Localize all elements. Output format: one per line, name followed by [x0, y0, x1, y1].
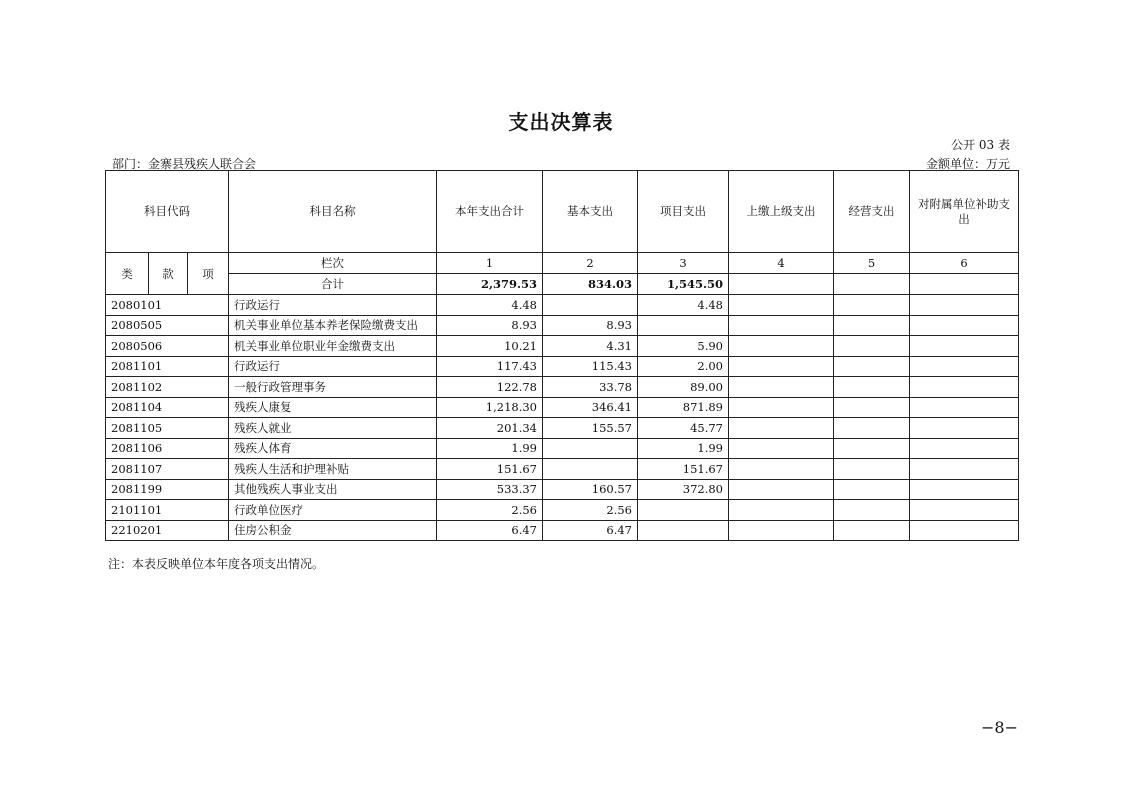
row-upper [729, 356, 834, 377]
header-code: 科目代码 [106, 171, 229, 253]
page-number: −8− [981, 718, 1018, 737]
table-row [106, 459, 1019, 480]
row-total: 10.21 [437, 336, 543, 357]
row-subsidy [910, 336, 1019, 357]
row-name: 残疾人就业 [229, 418, 437, 439]
row-name: 住房公积金 [229, 520, 437, 541]
row-subsidy [910, 500, 1019, 521]
table-row [106, 336, 1019, 357]
row-subsidy [910, 315, 1019, 336]
document-title: 支出决算表 [508, 110, 614, 134]
table-row [106, 315, 1019, 336]
row-basic: 2.56 [543, 500, 638, 521]
row-upper [729, 500, 834, 521]
row-upper [729, 315, 834, 336]
row-operating [834, 520, 910, 541]
form-number: 公开 03 表 [951, 138, 1010, 152]
row-code: 2081105 [106, 418, 229, 439]
row-subsidy [910, 520, 1019, 541]
row-subsidy [910, 295, 1019, 316]
row-total: 2.56 [437, 500, 543, 521]
row-upper [729, 418, 834, 439]
row-code: 2081104 [106, 397, 229, 418]
row-basic [543, 438, 638, 459]
table-row [106, 397, 1019, 418]
row-upper [729, 377, 834, 398]
table-note: 注：本表反映单位本年度各项支出情况。 [108, 557, 325, 571]
total-label: 合计 [229, 274, 437, 295]
row-upper [729, 295, 834, 316]
row-project: 2.00 [638, 356, 729, 377]
total-basic: 834.03 [543, 274, 638, 295]
row-total: 117.43 [437, 356, 543, 377]
row-name: 行政单位医疗 [229, 500, 437, 521]
row-operating [834, 336, 910, 357]
row-total: 151.67 [437, 459, 543, 480]
row-basic: 346.41 [543, 397, 638, 418]
table-row [106, 356, 1019, 377]
row-subsidy [910, 418, 1019, 439]
column-index-1: 1 [437, 253, 543, 274]
row-subsidy [910, 356, 1019, 377]
row-code: 2081101 [106, 356, 229, 377]
subheader-xiang: 项 [188, 253, 229, 295]
row-upper [729, 459, 834, 480]
row-operating [834, 315, 910, 336]
row-code: 2101101 [106, 500, 229, 521]
subheader-kuan: 款 [149, 253, 188, 295]
column-index-5: 5 [834, 253, 910, 274]
row-operating [834, 438, 910, 459]
row-name: 残疾人康复 [229, 397, 437, 418]
row-basic: 115.43 [543, 356, 638, 377]
row-code: 2080101 [106, 295, 229, 316]
subheader-lei: 类 [106, 253, 149, 295]
row-project: 89.00 [638, 377, 729, 398]
table-row [106, 377, 1019, 398]
total-upper [729, 274, 834, 295]
row-project: 5.90 [638, 336, 729, 357]
row-project: 871.89 [638, 397, 729, 418]
header-total: 本年支出合计 [437, 171, 543, 253]
row-upper [729, 438, 834, 459]
total-operating [834, 274, 910, 295]
table-header-row [106, 171, 1019, 253]
row-upper [729, 397, 834, 418]
row-basic: 8.93 [543, 315, 638, 336]
row-project: 45.77 [638, 418, 729, 439]
row-basic: 4.31 [543, 336, 638, 357]
row-basic [543, 459, 638, 480]
total-amount: 2,379.53 [437, 274, 543, 295]
row-name: 残疾人生活和护理补贴 [229, 459, 437, 480]
row-basic [543, 295, 638, 316]
department-label: 部门：金寨县残疾人联合会 [112, 157, 257, 171]
table-row [106, 438, 1019, 459]
row-operating [834, 356, 910, 377]
table-row [106, 500, 1019, 521]
row-project [638, 520, 729, 541]
row-project [638, 315, 729, 336]
total-project: 1,545.50 [638, 274, 729, 295]
row-total: 122.78 [437, 377, 543, 398]
table-row [106, 295, 1019, 316]
row-code: 2210201 [106, 520, 229, 541]
row-code: 2081199 [106, 479, 229, 500]
row-project: 151.67 [638, 459, 729, 480]
row-operating [834, 479, 910, 500]
column-index-4: 4 [729, 253, 834, 274]
row-name: 一般行政管理事务 [229, 377, 437, 398]
row-total: 8.93 [437, 315, 543, 336]
row-subsidy [910, 397, 1019, 418]
row-subsidy [910, 459, 1019, 480]
row-operating [834, 500, 910, 521]
row-name: 残疾人体育 [229, 438, 437, 459]
row-basic: 155.57 [543, 418, 638, 439]
column-index-label: 栏次 [229, 253, 437, 274]
table-row [106, 520, 1019, 541]
row-basic: 6.47 [543, 520, 638, 541]
row-total: 4.48 [437, 295, 543, 316]
total-subsidy [910, 274, 1019, 295]
row-code: 2080506 [106, 336, 229, 357]
row-name: 行政运行 [229, 295, 437, 316]
header-upper: 上缴上级支出 [729, 171, 834, 253]
row-name: 其他残疾人事业支出 [229, 479, 437, 500]
row-code: 2081107 [106, 459, 229, 480]
row-operating [834, 418, 910, 439]
row-total: 1.99 [437, 438, 543, 459]
row-operating [834, 377, 910, 398]
row-subsidy [910, 377, 1019, 398]
row-name: 机关事业单位基本养老保险缴费支出 [229, 315, 437, 336]
header-subsidy: 对附属单位补助支出 [910, 171, 1019, 253]
total-row [106, 274, 1019, 295]
row-project [638, 500, 729, 521]
row-project: 372.80 [638, 479, 729, 500]
row-total: 6.47 [437, 520, 543, 541]
row-total: 533.37 [437, 479, 543, 500]
row-code: 2081106 [106, 438, 229, 459]
row-name: 机关事业单位职业年金缴费支出 [229, 336, 437, 357]
row-operating [834, 397, 910, 418]
row-subsidy [910, 479, 1019, 500]
expenditure-table [105, 170, 1019, 541]
row-operating [834, 459, 910, 480]
row-code: 2081102 [106, 377, 229, 398]
row-upper [729, 336, 834, 357]
row-total: 201.34 [437, 418, 543, 439]
row-operating [834, 295, 910, 316]
header-operating: 经营支出 [834, 171, 910, 253]
row-upper [729, 520, 834, 541]
table-row [106, 479, 1019, 500]
column-index-2: 2 [543, 253, 638, 274]
header-name: 科目名称 [229, 171, 437, 253]
row-total: 1,218.30 [437, 397, 543, 418]
row-code: 2080505 [106, 315, 229, 336]
row-basic: 33.78 [543, 377, 638, 398]
row-project: 1.99 [638, 438, 729, 459]
column-index-6: 6 [910, 253, 1019, 274]
row-project: 4.48 [638, 295, 729, 316]
row-basic: 160.57 [543, 479, 638, 500]
column-index-3: 3 [638, 253, 729, 274]
header-project: 项目支出 [638, 171, 729, 253]
header-basic: 基本支出 [543, 171, 638, 253]
row-name: 行政运行 [229, 356, 437, 377]
row-subsidy [910, 438, 1019, 459]
row-upper [729, 479, 834, 500]
column-index-row [106, 253, 1019, 274]
amount-unit-label: 金额单位：万元 [925, 157, 1010, 171]
table-row [106, 418, 1019, 439]
